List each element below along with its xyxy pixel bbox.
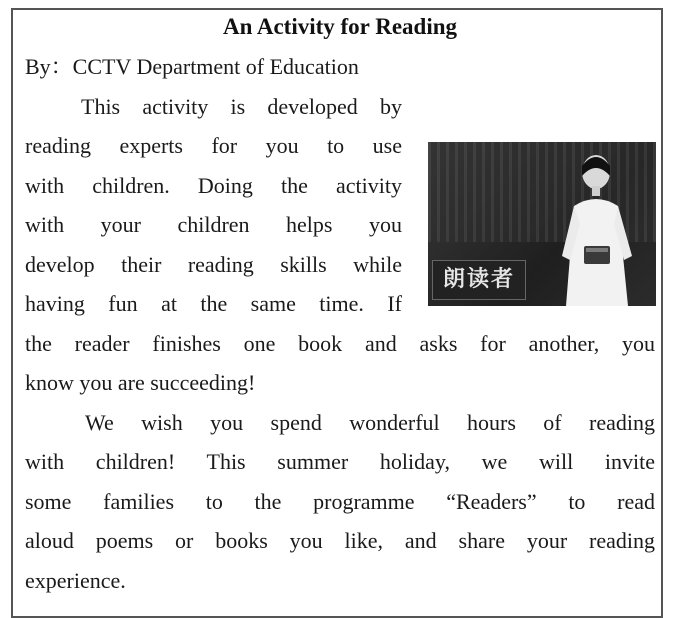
text-line-3: with children. Doing the activity: [25, 173, 402, 198]
text-line-4: with your children helps you: [25, 212, 402, 237]
text-line-1: This activity is developed by: [81, 94, 402, 119]
text-line-9: We wish you spend wonderful hours of reading: [85, 410, 655, 435]
text-line-5: develop their reading skills while: [25, 252, 402, 277]
host-photo: [428, 142, 656, 306]
text-line-11: some families to the programme “Readers” to read: [25, 489, 655, 514]
article-title: An Activity for Reading: [222, 14, 458, 39]
text-line-2: reading experts for you to use: [25, 133, 402, 158]
presenter-figure-icon: [548, 146, 648, 306]
program-banner: 朗读者: [432, 260, 526, 300]
text-line-13: experience.: [25, 568, 126, 593]
text-line-6: having fun at the same time. If: [25, 291, 402, 316]
text-line-12: aloud poems or books you like, and share your reading: [25, 528, 655, 553]
article-byline: By：CCTV Department of Education: [25, 54, 359, 79]
text-line-7: the reader finishes one book and asks for another, you: [25, 331, 655, 356]
text-line-8: know you are succeeding!: [25, 370, 256, 395]
text-line-10: with children! This summer holiday, we will invite: [25, 449, 655, 474]
